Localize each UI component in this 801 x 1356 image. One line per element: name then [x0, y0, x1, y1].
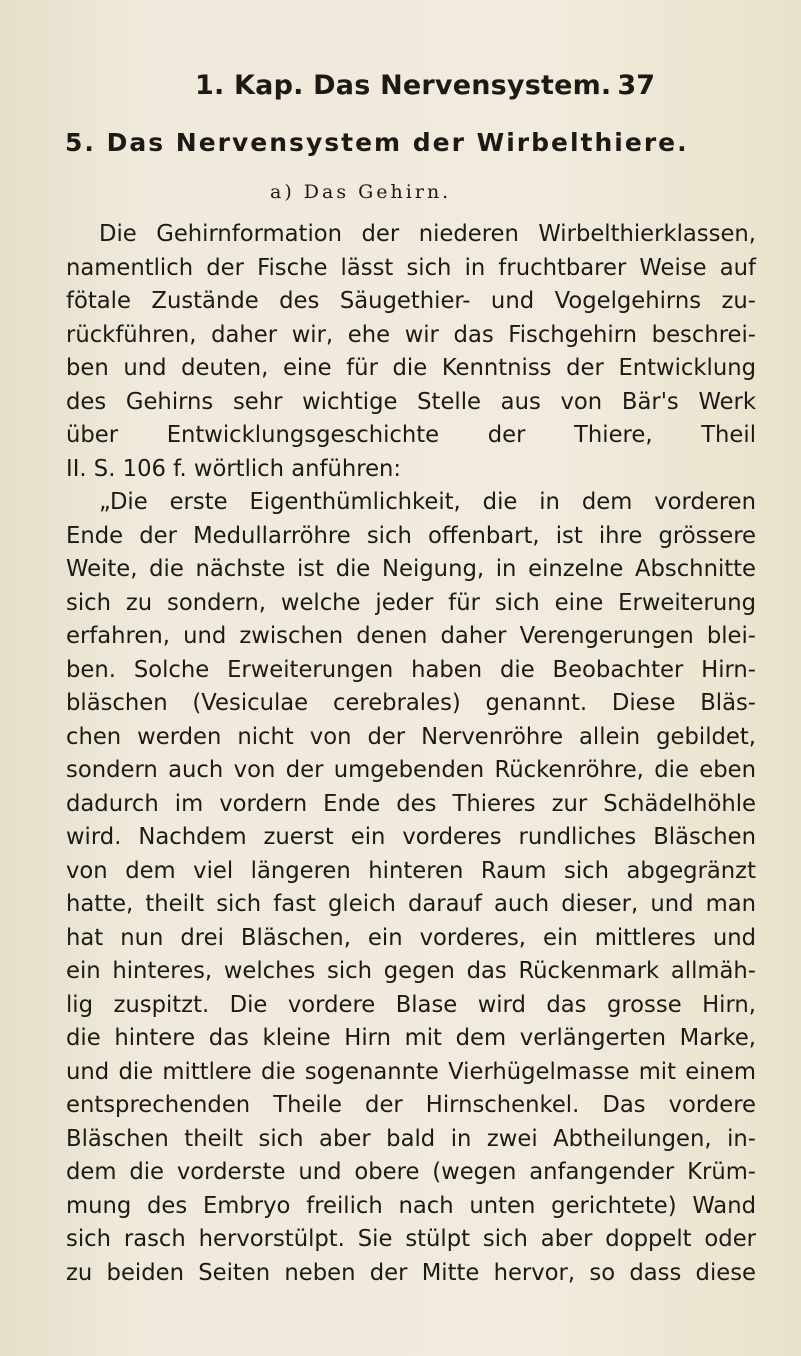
- text-line: Ende der Medullarröhre sich offenbart, ist ihre grössere: [66, 522, 756, 549]
- text-line: sondern auch von der umgebenden Rückenröhre, die eben: [66, 757, 756, 783]
- text-line: des Gehirns sehr wichtige Stelle aus von Bär's Werk: [66, 388, 756, 415]
- text-line: dem die vorderste und obere (wegen anfangender Krüm-: [66, 1159, 756, 1185]
- text-line: Weite, die nächste ist die Neigung, in einzelne Abschnitte: [66, 556, 756, 582]
- text-line: sich zu sondern, welche jeder für sich eine Erweiterung: [66, 589, 756, 616]
- text-line: ben. Solche Erweiterungen haben die Beobachter Hirn-: [66, 656, 756, 683]
- text-line: ein hinteres, welches sich gegen das Rückenmark allmäh-: [66, 958, 756, 984]
- text-line: hat nun drei Bläschen, ein vorderes, ein mittleres und: [66, 924, 756, 951]
- text-line: fötale Zustände des Säugethier- und Vogelgehirns zu-: [66, 288, 756, 314]
- text-line: Bläschen theilt sich aber bald in zwei Abtheilungen, in-: [66, 1125, 756, 1152]
- body-text: [66, 218, 756, 1290]
- text-line: chen werden nicht von der Nervenröhre allein gebildet,: [66, 723, 756, 750]
- text-line: bläschen (Vesiculae cerebrales) genannt. Diese Bläs-: [66, 690, 756, 716]
- text-line: ben und deuten, eine für die Kenntniss der Entwicklung: [66, 355, 756, 381]
- text-line: erfahren, und zwischen denen daher Verengerungen blei-: [66, 623, 756, 649]
- text-line: II. S. 106 f. wörtlich anführen:: [66, 455, 402, 482]
- text-line: mung des Embryo freilich nach unten gerichtete) Wand: [66, 1192, 756, 1219]
- text-line: über Entwicklungsgeschichte der Thiere, Theil: [66, 422, 756, 448]
- text-line: entsprechenden Theile der Hirnschenkel. Das vordere: [66, 1092, 756, 1118]
- text-line: sich rasch hervorstülpt. Sie stülpt sich aber doppelt oder: [66, 1226, 756, 1252]
- text-line: die hintere das kleine Hirn mit dem verlängerten Marke,: [66, 1025, 756, 1051]
- text-line: zu beiden Seiten neben der Mitte hervor, so dass diese: [66, 1259, 756, 1286]
- text-line: wird. Nachdem zuerst ein vorderes rundliches Bläschen: [66, 824, 756, 850]
- page-header: [195, 70, 655, 110]
- text-line: rückführen, daher wir, ehe wir das Fischgehirn beschrei-: [66, 321, 756, 348]
- text-line: „Die erste Eigenthümlichkeit, die in dem vorderen: [99, 489, 756, 515]
- subsection-title: a) Das Gehirn.: [270, 181, 452, 203]
- text-line: Die Gehirnformation der niederen Wirbelthierklassen,: [99, 221, 756, 247]
- text-line: namentlich der Fische lässt sich in fruchtbarer Weise auf: [66, 254, 756, 281]
- text-line: lig zuspitzt. Die vordere Blase wird das grosse Hirn,: [66, 991, 756, 1018]
- page-number: 37: [617, 70, 655, 101]
- text-line: hatte, theilt sich fast gleich darauf auch dieser, und man: [66, 891, 756, 917]
- text-line: von dem viel längeren hinteren Raum sich abgegränzt: [66, 857, 756, 884]
- running-head: 1. Kap. Das Nervensystem.: [195, 70, 612, 101]
- text-line: dadurch im vordern Ende des Thieres zur Schädelhöhle: [66, 790, 756, 817]
- text-line: und die mittlere die sogenannte Vierhügelmasse mit einem: [66, 1058, 756, 1085]
- section-title: 5. Das Nervensystem der Wirbelthiere.: [65, 128, 689, 157]
